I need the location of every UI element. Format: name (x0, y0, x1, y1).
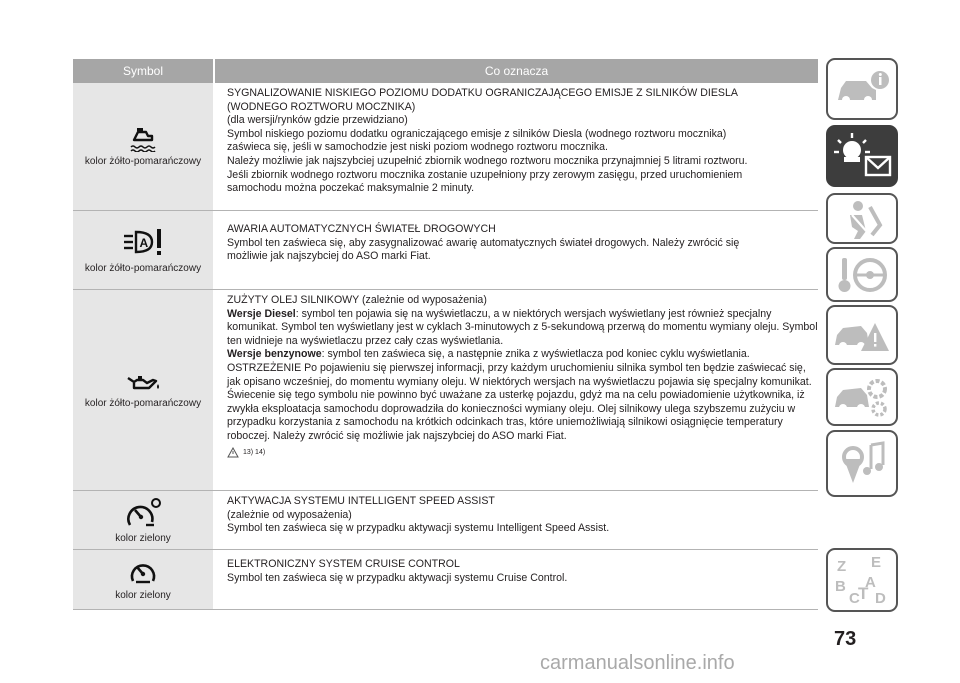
svg-text:C: C (849, 590, 860, 607)
svg-text:D: D (875, 590, 886, 607)
warning-lights-icon (830, 131, 894, 181)
diesel-text: : symbol ten pojawia się na wyświetlaczu, a w niektórych wersjach wyświetlany jest również specjalny komunikat. Symbol ten wyświetlany jest w cyklach 3-minutowych z 5-sekundową przerwą do momentu wymiany oleju. Symbol ten widnieje na wyświetlaczu przez cały czas wyświetlania. (227, 307, 818, 347)
table-header (73, 59, 818, 83)
table-row (73, 83, 818, 211)
row-text: Symbol ten zaświeca się, aby zasygnalizować awarię automatycznych świateł drogowych. Należy zwrócić się (227, 236, 740, 249)
sidebar-tab-starting[interactable] (826, 247, 898, 302)
svg-text:E: E (871, 554, 882, 571)
row-text: (zależnie od wyposażenia) (227, 508, 352, 521)
row-text: Symbol ten zaświeca się w przypadku aktywacji systemu Cruise Control. (227, 571, 568, 584)
color-label: kolor żółto-pomarańczowy (84, 262, 202, 274)
svg-text:B: B (835, 578, 846, 595)
sidebar-tab-maintenance[interactable] (826, 368, 898, 426)
row-text: Należy możliwie jak najszybciej uzupełnić zbiornik wodnego roztworu mocznika przynajmniej 5 litrami roztworu. (227, 154, 748, 167)
caution-paragraph: Świecenie się tego symbolu nie powinno być uważane za usterkę pojazdu, gdyż ma na celu powiadomienie użytkownika, iż zwykła eksploatacja samochodu doprowadziła do konieczności wymiany oleju. Olej silnikowy ulega szybszemu zużyciu w przypadku korzystania z samochodu na krótkich odcinkach tras, które uniemożliwiają silnikowi osiągnięcie temperatury roboczej. Należy zwrócić się możliwie jak najszybciej do ASO marki Fiat. (227, 389, 805, 442)
row-title: ZUŻYTY OLEJ SILNIKOWY (zależnie od wyposażenia) (227, 294, 487, 306)
header-meaning: Co oznacza (213, 59, 818, 83)
intelligent-speed-assist-icon (124, 497, 162, 529)
description-cell (213, 550, 818, 609)
svg-text:T: T (858, 584, 869, 603)
sidebar-tab-safety[interactable] (826, 193, 898, 244)
petrol-text: : symbol ten zaświeca się, a następnie znika z wyświetlacza pod koniec cyklu wyświetlania. (321, 348, 750, 361)
car-info-icon (832, 66, 892, 112)
color-label: kolor zielony (115, 532, 171, 544)
sidebar-tab-car-info[interactable] (826, 58, 898, 120)
row-text: zaświeca się, jeśli w samochodzie jest niski poziom wodnego roztworu mocznika. (227, 141, 608, 154)
row-text: Symbol niskiego poziomu dodatku ograniczającego emisje z silników Diesla (wodnego roztworu mocznika) (227, 127, 727, 140)
alphabetical-index-icon (831, 553, 893, 607)
svg-text:A: A (139, 235, 149, 250)
warning-paragraph: OSTRZEŻENIE Po pojawieniu się pierwszej informacji, przy każdym uruchomieniu silnika symbol ten będzie zaświecać się, jak opisano wcześniej, do momentu wymiany oleju. W niektórych wersjach na wyświetlaczu pojawia się specjalny komunikat. (227, 361, 812, 388)
key-steering-icon (832, 252, 892, 298)
color-label: kolor żółto-pomarańczowy (84, 397, 202, 409)
watermark: carmanualsonline.info (540, 652, 735, 674)
table-row (73, 290, 818, 491)
row-text: możliwie jak najszybciej do ASO marki Fiat. (227, 250, 431, 263)
sidebar-tab-emergency[interactable] (826, 305, 898, 365)
sidebar-tab-multimedia[interactable] (826, 430, 898, 497)
sidebar-tab-warning-lights[interactable] (826, 125, 898, 187)
symbol-cell (73, 83, 213, 210)
color-label: kolor żółto-pomarańczowy (84, 156, 202, 167)
diesel-paragraph (227, 308, 818, 349)
row-text: (WODNEGO ROZTWORU MOCZNIKA) (227, 100, 416, 113)
service-gears-icon (831, 373, 893, 421)
petrol-label: Wersje benzynowe (227, 348, 322, 361)
description-cell (213, 83, 818, 210)
row-text: Symbol ten zaświeca się w przypadku aktywacji systemu Intelligent Speed Assist. (227, 522, 610, 535)
row-title: AKTYWACJA SYSTEMU INTELLIGENT SPEED ASSIST (227, 495, 495, 507)
safety-seat-icon (832, 197, 892, 241)
reference-numbers: 13) 14) (243, 448, 266, 456)
svg-text:A: A (865, 574, 876, 591)
warning-triangle-icon (227, 447, 239, 458)
table-row (73, 550, 818, 610)
symbol-cell (73, 491, 213, 549)
table-row (73, 491, 818, 550)
symbol-cell (73, 290, 213, 490)
row-text: samochodu można poczekać maksymalnie 2 minuty. (227, 182, 475, 195)
description-cell (213, 290, 818, 490)
svg-text:Z: Z (837, 558, 847, 575)
color-label: kolor zielony (115, 590, 171, 601)
fuel-level-warning-icon (128, 126, 158, 152)
symbol-table (73, 59, 818, 610)
row-title: ELEKTRONICZNY SYSTEM CRUISE CONTROL (227, 558, 460, 570)
description-cell (213, 491, 818, 549)
references (227, 446, 818, 460)
multimedia-icon (831, 437, 893, 491)
row-title: AWARIA AUTOMATYCZNYCH ŚWIATEŁ DROGOWYCH (227, 223, 496, 235)
car-accident-icon (831, 311, 893, 359)
row-text: Jeśli zbiornik wodnego roztworu mocznika zostanie uzupełniony przy zerowym zasięgu, przed uruchomieniem (227, 168, 743, 181)
sidebar-tab-index[interactable] (826, 548, 898, 612)
table-row (73, 211, 818, 290)
oil-can-icon (125, 372, 161, 394)
diesel-label: Wersje Diesel (227, 307, 296, 320)
headlight-fault-icon (122, 227, 164, 259)
cruise-control-icon (128, 558, 158, 586)
description-cell (213, 211, 818, 289)
row-text: (dla wersji/rynków gdzie przewidziano) (227, 114, 408, 127)
header-symbol: Symbol (122, 64, 163, 78)
row-title: SYGNALIZOWANIE NISKIEGO POZIOMU DODATKU OGRANICZAJĄCEGO EMISJE Z SILNIKÓW DIESLA (227, 87, 738, 99)
page-number: 73 (834, 628, 857, 650)
symbol-cell (73, 211, 213, 289)
symbol-cell (73, 550, 213, 609)
petrol-paragraph (227, 348, 818, 362)
